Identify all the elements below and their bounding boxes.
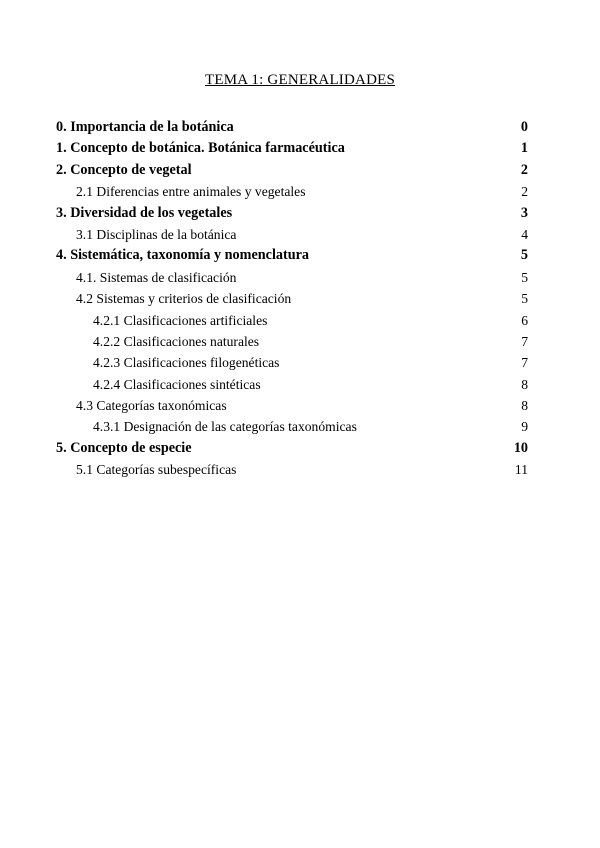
- toc-entry-page-number: 2: [520, 161, 528, 178]
- toc-entry-page-number: 8: [521, 376, 528, 392]
- toc-entry-page-number: 7: [521, 333, 528, 349]
- toc-entry-label: 2. Concepto de vegetal: [56, 161, 192, 178]
- toc-entry-label: 4.1. Sistemas de clasificación: [76, 269, 237, 285]
- toc-entry-label: 2.1 Diferencias entre animales y vegetales: [76, 184, 306, 200]
- toc-entry[interactable]: [56, 288, 528, 309]
- toc-entry-label: 4.2.2 Clasificaciones naturales: [93, 333, 260, 349]
- toc-entry[interactable]: [56, 331, 528, 352]
- toc-entry-page-number: 0: [520, 119, 528, 135]
- toc-entry[interactable]: [56, 117, 528, 138]
- toc-entry-page-number: 2: [521, 184, 528, 200]
- toc-entry[interactable]: [56, 352, 528, 373]
- toc-entry-label: 1. Concepto de botánica. Botánica farmacéutica: [56, 140, 345, 157]
- toc-entry[interactable]: [56, 310, 528, 331]
- toc-entry[interactable]: [56, 245, 528, 266]
- toc-entry-label: 4.2.1 Clasificaciones artificiales: [93, 312, 268, 328]
- toc-entry-page-number: 5: [521, 269, 528, 285]
- toc-entry[interactable]: [56, 416, 528, 437]
- toc-entry-page-number: 3: [520, 204, 528, 221]
- toc-entry-page-number: 1: [520, 140, 528, 157]
- toc-entry-label: 4.3.1 Designación de las categorías taxonómicas: [93, 419, 357, 435]
- toc-entry[interactable]: [56, 459, 528, 480]
- toc-entry-label: 3.1 Disciplinas de la botánica: [76, 226, 237, 242]
- toc-entry[interactable]: [56, 181, 528, 202]
- toc-entry-label: 3. Diversidad de los vegetales: [56, 204, 233, 221]
- toc-entry[interactable]: [56, 138, 528, 159]
- toc-entry-page-number: 4: [521, 226, 528, 242]
- toc-entry[interactable]: [56, 374, 528, 395]
- toc-entry-page-number: 5: [520, 247, 528, 264]
- toc-entry-label: 5. Concepto de especie: [56, 439, 192, 456]
- toc-entry-label: 4.3 Categorías taxonómicas: [76, 398, 227, 414]
- toc-entry[interactable]: [56, 395, 528, 416]
- toc-entry-label: 4.2.3 Clasificaciones filogenéticas: [93, 355, 280, 371]
- toc-entry-label: 4.2 Sistemas y criterios de clasificación: [76, 291, 292, 307]
- toc-entry-page-number: 11: [514, 462, 528, 478]
- toc-entry-label: 5.1 Categorías subespecíficas: [76, 462, 237, 478]
- toc-entry[interactable]: [56, 160, 528, 181]
- toc-entry[interactable]: [56, 267, 528, 288]
- toc-entry-page-number: 6: [521, 312, 528, 328]
- toc-entry[interactable]: [56, 438, 528, 459]
- toc-entry-page-number: 5: [521, 291, 528, 307]
- table-of-contents: [56, 117, 528, 481]
- toc-entry-page-number: 9: [521, 419, 528, 435]
- toc-entry-label: 4. Sistemática, taxonomía y nomenclatura: [56, 247, 309, 264]
- toc-entry-label: 4.2.4 Clasificaciones sintéticas: [93, 376, 261, 392]
- toc-entry-page-number: 8: [521, 398, 528, 414]
- page-title: TEMA 1: GENERALIDADES: [204, 72, 396, 88]
- toc-entry-page-number: 10: [513, 439, 528, 456]
- toc-entry[interactable]: [56, 203, 528, 224]
- toc-entry-label: 0. Importancia de la botánica: [56, 119, 234, 135]
- toc-entry-page-number: 7: [521, 355, 528, 371]
- toc-entry[interactable]: [56, 224, 528, 245]
